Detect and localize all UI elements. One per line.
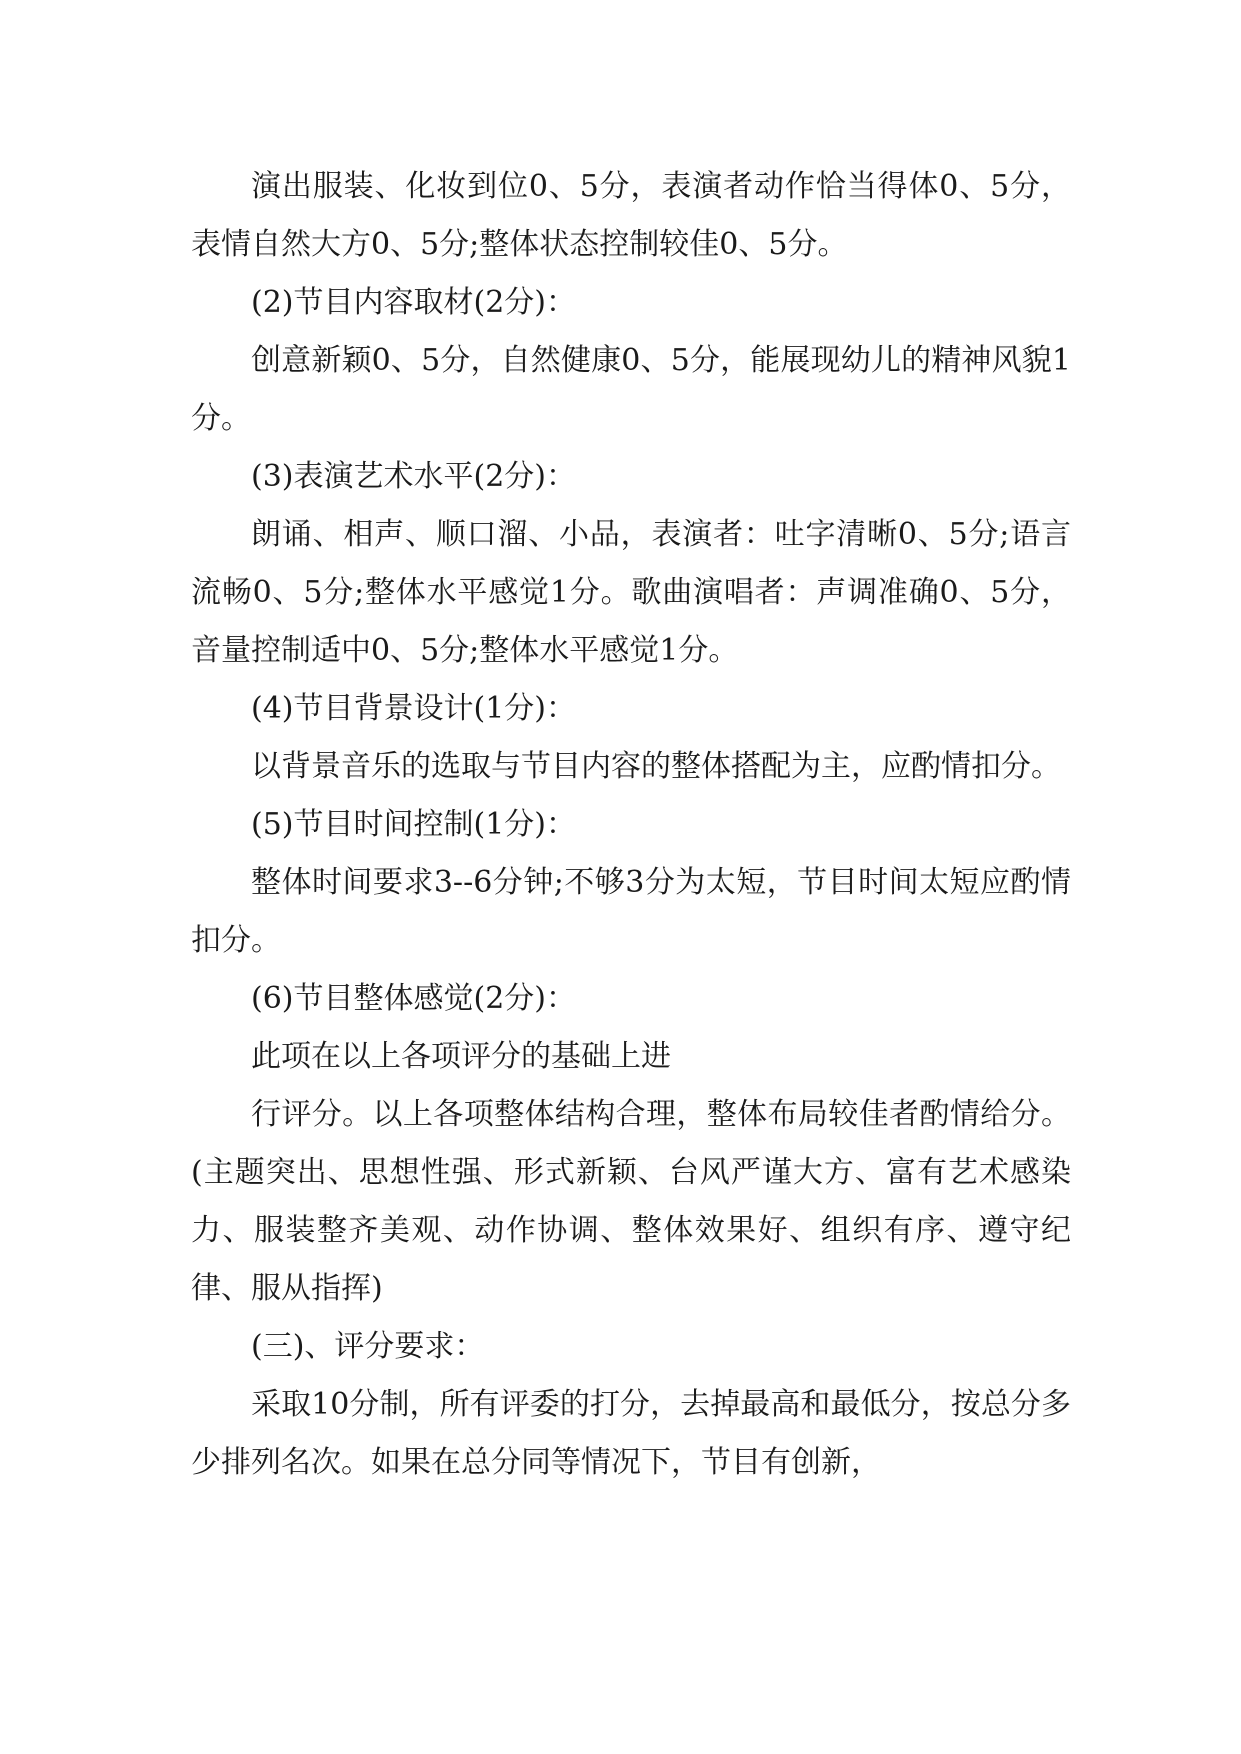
paragraph-background-design: 以背景音乐的选取与节目内容的整体搭配为主，应酌情扣分。	[251, 749, 1061, 784]
heading-time-control: (5)节目时间控制(1分)：	[251, 807, 576, 842]
heading-background-design: (4)节目背景设计(1分)：	[251, 691, 576, 726]
paragraph-scoring-requirements: 采取10分制，所有评委的打分，去掉最高和最低分，按总分多少排列名次。如果在总分同等情况下，节目有创新，	[191, 1387, 1071, 1480]
heading-overall-feeling: (6)节目整体感觉(2分)：	[251, 981, 576, 1016]
paragraph-overall-feeling-part1: 此项在以上各项评分的基础上进	[251, 1039, 671, 1074]
document-body	[191, 158, 1071, 1492]
paragraph-overall-feeling-part2: 行评分。以上各项整体结构合理，整体布局较佳者酌情给分。(主题突出、思想性强、形式新颖、台风严谨大方、富有艺术感染力、服装整齐美观、动作协调、整体效果好、组织有序、遵守纪律、服从指挥)	[191, 1097, 1071, 1306]
heading-performance-art: (3)表演艺术水平(2分)：	[251, 459, 576, 494]
heading-scoring-requirements: (三)、评分要求：	[251, 1329, 485, 1364]
paragraph-costume-makeup: 演出服装、化妆到位0、5分，表演者动作恰当得体0、5分，表情自然大方0、5分;整体状态控制较佳0、5分。	[191, 169, 1071, 262]
paragraph-content-selection: 创意新颖0、5分，自然健康0、5分，能展现幼儿的精神风貌1分。	[191, 343, 1071, 436]
paragraph-time-control: 整体时间要求3--6分钟;不够3分为太短，节目时间太短应酌情扣分。	[191, 865, 1071, 958]
heading-content-selection: (2)节目内容取材(2分)：	[251, 285, 576, 320]
paragraph-performance-art: 朗诵、相声、顺口溜、小品，表演者：吐字清晰0、5分;语言流畅0、5分;整体水平感觉1分。歌曲演唱者：声调准确0、5分，音量控制适中0、5分;整体水平感觉1分。	[191, 517, 1071, 668]
